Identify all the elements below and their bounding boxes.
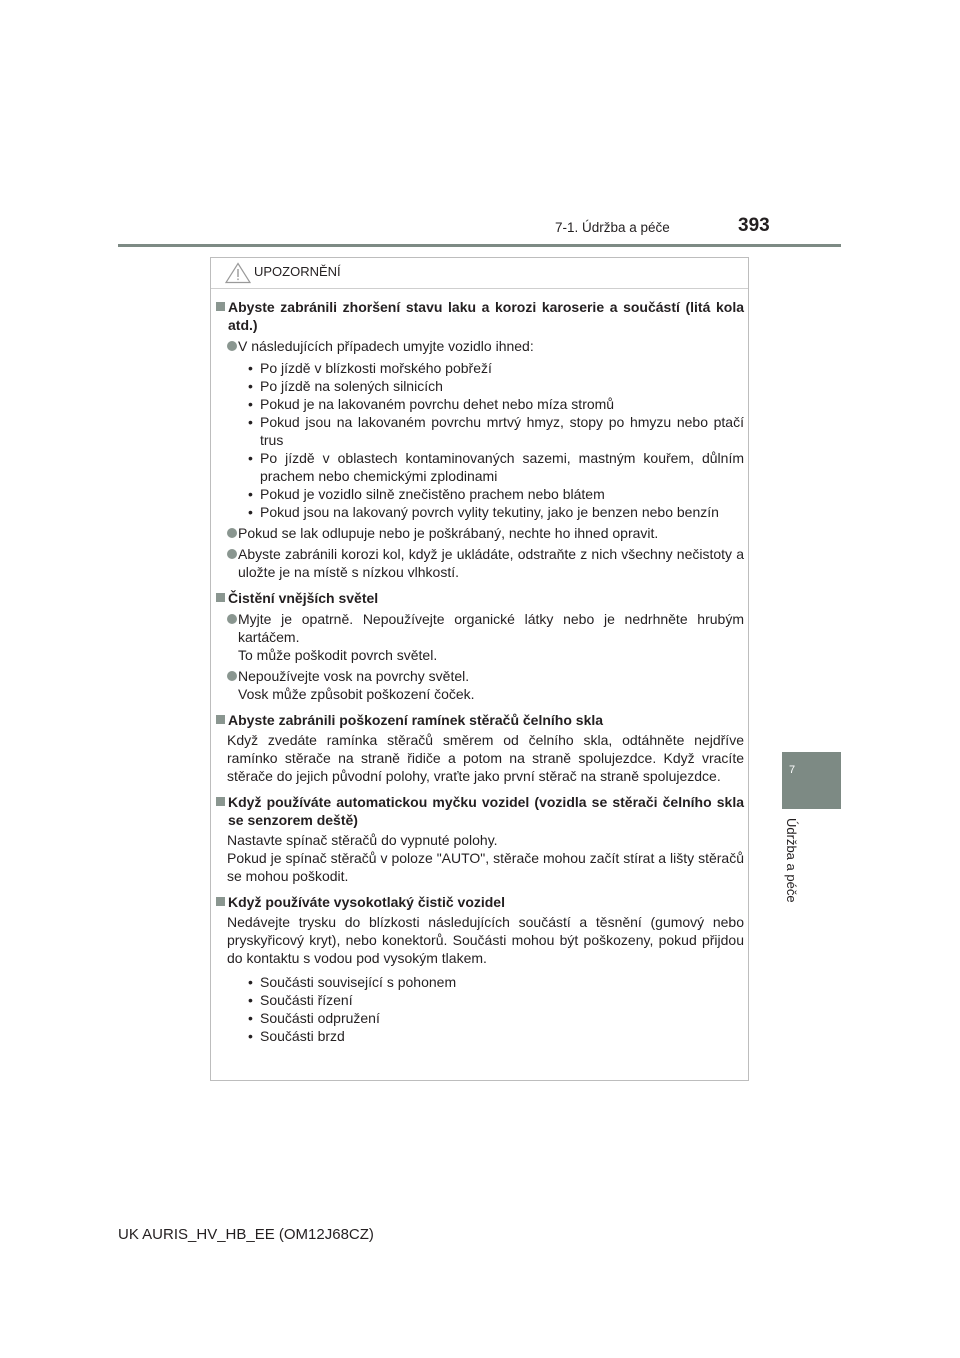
bullet-text: Abyste zabránili korozi kol, když je ukládáte, odstraňte z nich všechny nečistoty a uložte je na místě s nízkou vlhkostí. — [238, 546, 744, 580]
bullet-item — [216, 610, 744, 664]
bullet-text: V následujících případech umyjte vozidlo ihned: — [238, 338, 534, 354]
square-bullet-icon — [216, 593, 225, 602]
list-item-text: Součásti brzd — [260, 1028, 345, 1044]
list-item-text: Pokud jsou na lakovaný povrch vylity tekutiny, jako je benzen nebo benzín — [260, 504, 719, 520]
dot-bullet-icon: • — [248, 396, 253, 412]
warning-triangle-icon — [225, 262, 251, 284]
warning-section — [216, 711, 744, 785]
paragraph: Když zvedáte ramínka stěračů směrem od čelního skla, odtáhněte nejdříve ramínko stěrače na straně řidiče a potom na straně spolujezdce. Když vracíte stěrače do jejich původní polohy, vraťte jako první stěrač na straně spolujezdce. — [227, 732, 744, 784]
section-title-text: Abyste zabránili poškození ramínek stěračů čelního skla — [228, 712, 604, 728]
list-item — [216, 503, 744, 521]
list-item-text: Pokud jsou na lakovaném povrchu mrtvý hmyz, stopy po hmyzu nebo ptačí trus — [260, 414, 744, 448]
dot-bullet-icon: • — [248, 504, 253, 520]
chapter-tab — [782, 752, 841, 809]
dot-bullet-icon: • — [248, 992, 253, 1008]
warning-section — [216, 298, 744, 581]
dot-bullet-icon: • — [248, 450, 253, 466]
section-title-text: Když používáte vysokotlaký čistič vozidel — [228, 894, 505, 910]
section-title-text: Abyste zabránili zhoršení stavu laku a korozi karoserie a součástí (litá kola atd.) — [228, 299, 744, 333]
page-number: 393 — [738, 215, 770, 236]
chapter-side-label: Údržba a péče — [784, 818, 799, 903]
sub-list — [216, 973, 744, 1045]
bullet-item — [216, 667, 744, 703]
list-item — [216, 449, 744, 485]
dot-bullet-icon: • — [248, 1010, 253, 1026]
bullet-text-secondary: Vosk může způsobit poškození čoček. — [238, 686, 475, 702]
bullet-text: Nepoužívejte vosk na povrchy světel. — [238, 668, 470, 684]
list-item-text: Po jízdě v blízkosti mořského pobřeží — [260, 360, 492, 376]
warning-section — [216, 589, 744, 703]
square-bullet-icon — [216, 715, 225, 724]
bullet-item — [216, 524, 744, 542]
list-item — [216, 1027, 744, 1045]
warning-section — [216, 793, 744, 885]
list-item-text: Pokud je vozidlo silně znečistěno prachem nebo blátem — [260, 486, 605, 502]
dot-bullet-icon: • — [248, 414, 253, 430]
list-item — [216, 377, 744, 395]
sub-list — [216, 359, 744, 521]
paragraph: Pokud je spínač stěračů v poloze "AUTO", stěrače mohou začít stírat a lišty stěračů se mohou poškodit. — [227, 850, 744, 884]
bullet-item — [216, 545, 744, 581]
section-title-text: Když používáte automatickou myčku vozidel (vozidla se stěrači čelního skla se senzorem deště) — [228, 794, 744, 828]
dot-bullet-icon: • — [248, 974, 253, 990]
list-item-text: Po jízdě v oblastech kontaminovaných sazemi, mastným kouřem, důlním prachem nebo chemickými zplodinami — [260, 450, 744, 484]
section-title — [216, 298, 744, 334]
chapter-tab-number: 7 — [789, 764, 796, 776]
square-bullet-icon — [216, 302, 225, 311]
footer-model-code: UK AURIS_HV_HB_EE (OM12J68CZ) — [118, 1226, 374, 1243]
circle-bullet-icon — [227, 671, 237, 681]
paragraph: Nastavte spínač stěračů do vypnuté polohy. — [227, 832, 498, 848]
list-item-text: Součásti související s pohonem — [260, 974, 457, 990]
dot-bullet-icon: • — [248, 360, 253, 376]
bullet-text: Myjte je opatrně. Nepoužívejte organické látky nebo je nedrhněte hrubým kartáčem. — [238, 611, 744, 645]
list-item — [216, 973, 744, 991]
dot-bullet-icon: • — [248, 1028, 253, 1044]
list-item-text: Pokud je na lakovaném povrchu dehet nebo míza stromů — [260, 396, 615, 412]
dot-bullet-icon: • — [248, 486, 253, 502]
section-title-text: Čistění vnějších světel — [228, 590, 379, 606]
dot-bullet-icon: • — [248, 378, 253, 394]
paragraph: Nedávejte trysku do blízkosti následujících součástí a těsnění (gumový nebo pryskyřicový kryt), nebo konektorů. Součásti mohou být poškozeny, pokud přijdou do kontaktu s vodou pod vysokým tlakem. — [227, 914, 744, 966]
list-item — [216, 991, 744, 1009]
square-bullet-icon — [216, 797, 225, 806]
warning-header — [211, 258, 748, 289]
section-title — [216, 589, 744, 607]
section-title — [216, 793, 744, 829]
list-item — [216, 485, 744, 503]
section-title — [216, 711, 744, 729]
list-item-text: Po jízdě na solených silnicích — [260, 378, 443, 394]
list-item — [216, 413, 744, 449]
section-title — [216, 893, 744, 911]
bullet-item — [216, 337, 744, 355]
list-item — [216, 359, 744, 377]
warning-section — [216, 893, 744, 1045]
header-section-title: 7-1. Údržba a péče — [555, 220, 670, 235]
list-item-text: Součásti řízení — [260, 992, 353, 1008]
bullet-text: Pokud se lak odlupuje nebo je poškrábaný, nechte ho ihned opravit. — [238, 525, 659, 541]
circle-bullet-icon — [227, 528, 237, 538]
square-bullet-icon — [216, 897, 225, 906]
header-rule — [118, 244, 841, 247]
circle-bullet-icon — [227, 341, 237, 351]
warning-box — [210, 257, 749, 1081]
list-item — [216, 1009, 744, 1027]
bullet-text-secondary: To může poškodit povrch světel. — [238, 647, 438, 663]
warning-content — [216, 298, 744, 1047]
warning-title: UPOZORNĚNÍ — [254, 264, 341, 279]
circle-bullet-icon — [227, 549, 237, 559]
list-item-text: Součásti odpružení — [260, 1010, 380, 1026]
list-item — [216, 395, 744, 413]
circle-bullet-icon — [227, 614, 237, 624]
